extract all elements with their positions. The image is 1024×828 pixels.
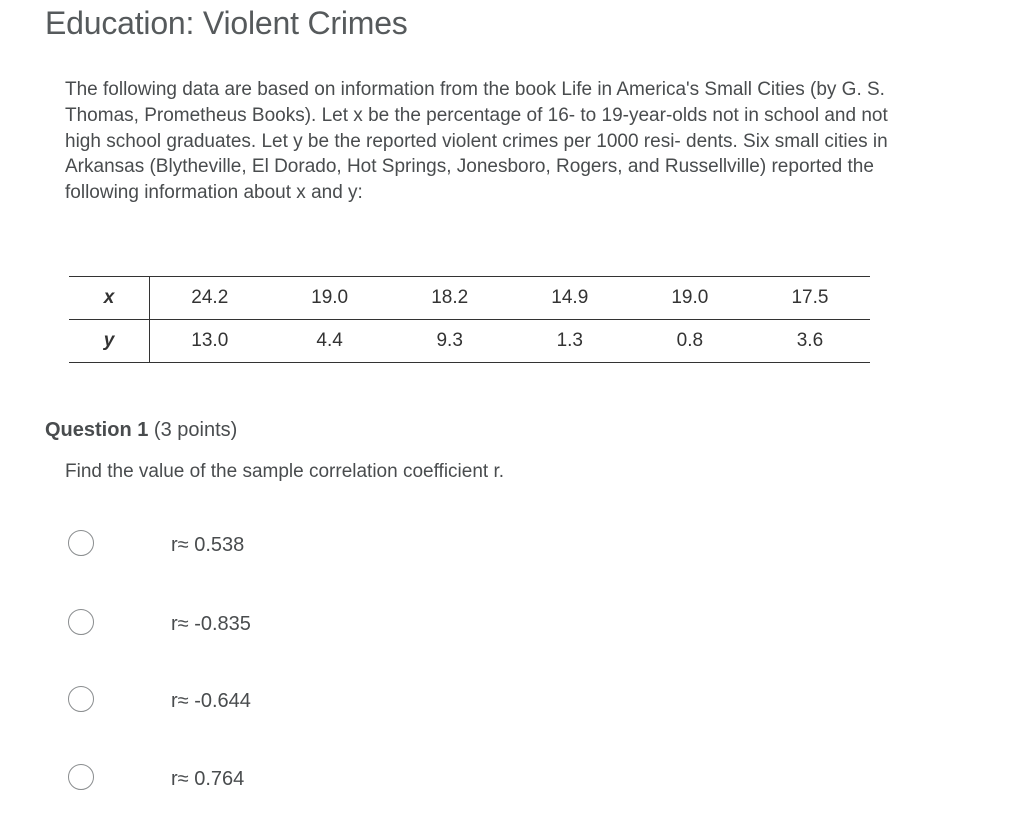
option-label-3: r≈ -0.644	[171, 690, 251, 712]
y-value-cell: 9.3	[436, 330, 463, 351]
y-value-cell: 1.3	[556, 330, 583, 351]
x-value-cell: 19.0	[630, 277, 750, 320]
y-value-cell: 0.8	[676, 330, 704, 351]
option-label-1: r≈ 0.538	[171, 534, 245, 556]
table-row-y	[69, 320, 870, 363]
option-label-2: r≈ -0.835	[171, 613, 251, 635]
radio-button-2[interactable]	[68, 609, 94, 635]
x-value-cell: 24.2	[150, 277, 270, 320]
radio-button-4[interactable]	[68, 764, 94, 790]
answer-option-1[interactable]	[68, 530, 468, 560]
option-label-4: r≈ 0.764	[171, 768, 245, 790]
x-value-cell: 18.2	[390, 277, 510, 320]
x-value-cell: 14.9	[510, 277, 630, 320]
y-value-cell: 4.4	[316, 330, 343, 351]
radio-button-3[interactable]	[68, 686, 94, 712]
x-value-cell: 17.5	[750, 277, 870, 320]
table-row-x	[69, 277, 870, 320]
question-header	[45, 419, 237, 442]
data-table	[69, 276, 870, 363]
question-prompt: Find the value of the sample correlation coefficient r.	[65, 461, 505, 482]
question-points: (3 points)	[153, 419, 238, 441]
x-value-cell: 19.0	[270, 277, 390, 320]
page-title: Education: Violent Crimes	[45, 5, 408, 41]
answer-option-3[interactable]	[68, 686, 468, 716]
answer-option-2[interactable]	[68, 609, 468, 639]
y-label-cell: y	[69, 320, 150, 363]
y-value-cell: 3.6	[796, 330, 824, 351]
y-value-cell: 13.0	[191, 330, 229, 351]
intro-paragraph: The following data are based on information from the book Life in America's Small Cities (by G. S. Thomas, Prometheus Books). Let x be the percentage of 16- to 19-year-olds not in school and not high school graduates. Let y be the reported violent crimes per 1000 resi- dents. Six small cities in Arkansas (Blytheville, El Dorado, Hot Springs, Jonesboro, Rogers, and Russellville) reported the following information about x and y:	[65, 79, 888, 204]
answer-option-4[interactable]	[68, 764, 468, 794]
radio-button-1[interactable]	[68, 530, 94, 556]
question-number: Question 1	[45, 419, 149, 441]
x-label-cell: x	[69, 277, 150, 320]
